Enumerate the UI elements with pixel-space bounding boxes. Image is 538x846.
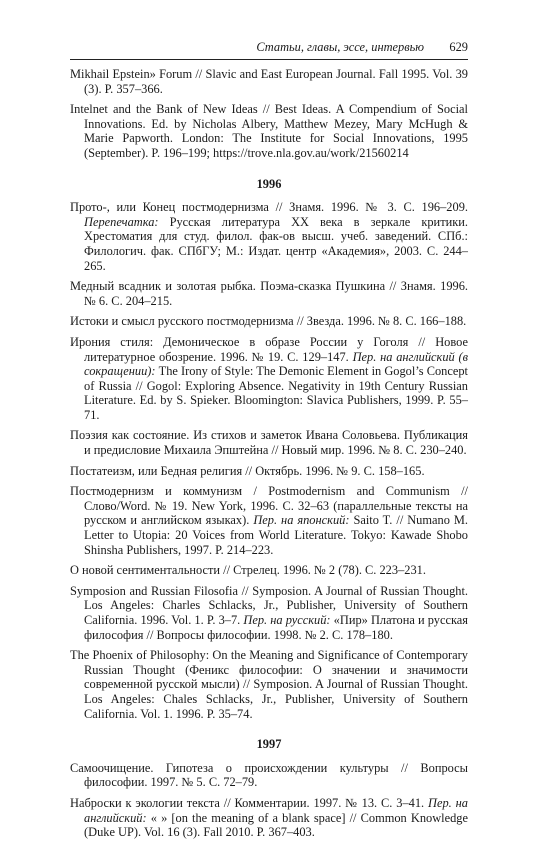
entry-text: Наброски к экологии текста // Комментарии. 1997. № 13. С. 3–41. bbox=[70, 795, 429, 810]
bibliography-entry bbox=[70, 67, 468, 96]
bibliography-entry bbox=[70, 796, 468, 840]
bibliography-entry bbox=[70, 464, 468, 479]
bibliography-entry bbox=[70, 279, 468, 308]
entry-text: Mikhail Epstein» Forum // Slavic and East European Journal. Fall 1995. Vol. 39 (3). P. 357–366. bbox=[70, 67, 468, 96]
entry-text: Поэзия как состояние. Из стихов и заметок Ивана Соловьева. Публикация и предисловие Михаила Эпштейна // Новый мир. 1996. № 8. С. 230–240. bbox=[70, 428, 468, 458]
entry-text: The Irony of Style: The Demonic Element in Gogol’s Concept of Russia // Gogol: Exploring Absence. Negativity in 19th Century Russian Literature. Ed. by S. Spieker. Bloomington: Slavica Publishers, 1999. P. 55–71. bbox=[84, 364, 468, 422]
bibliography-entry bbox=[70, 761, 468, 790]
entry-text: «Пир» Платона и русская философия // Вопросы философии. 1998. № 2. С. 178–180. bbox=[84, 613, 468, 642]
header-rule bbox=[70, 59, 468, 60]
entry-italic-text: Пер. на английский (в сокращении): bbox=[84, 349, 468, 379]
bibliography-entry bbox=[70, 314, 468, 329]
bibliography-entry bbox=[70, 648, 468, 721]
entry-italic-text: Пер. на японский: bbox=[253, 513, 350, 528]
entry-text: Постатеизм, или Бедная религия // Октябрь. 1996. № 9. С. 158–165. bbox=[70, 463, 425, 478]
page-number: 629 bbox=[449, 40, 468, 54]
entry-text: Истоки и смысл русского постмодернизма // Звезда. 1996. № 8. С. 166–188. bbox=[70, 314, 467, 329]
bibliography-entry bbox=[70, 584, 468, 642]
bibliography-list bbox=[70, 67, 468, 846]
bibliography-entry bbox=[70, 200, 468, 273]
entry-text: Ирония стиля: Демоническое в образе России у Гоголя // Новое литературное обозрение. 1996. № 19. С. 129–147. bbox=[70, 334, 468, 364]
entry-text: Медный всадник и золотая рыбка. Поэма-сказка Пушкина // Знамя. 1996. № 6. С. 204–215. bbox=[70, 279, 468, 308]
entry-text: « » [on the meaning of a blank space] // Common Knowledge (Duke UP). Vol. 16 (3). Fall 2010. P. 367–403. bbox=[84, 810, 468, 840]
entry-text: Symposion and Russian Filosofia // Symposion. A Journal of Russian Thought. Los Angeles: Charles Schlacks, Jr., Publisher, University of Southern California. 1996. Vol. 1. P. 3–7. bbox=[70, 583, 468, 627]
entry-text: Прото-, или Конец постмодернизма // Знамя. 1996. № 3. С. 196–209. bbox=[70, 200, 468, 215]
bibliography-entry bbox=[70, 428, 468, 457]
entry-text: Intelnet and the Bank of New Ideas // Best Ideas. A Compendium of Social Innovations. Ed. by Nicholas Albery, Matthew Mezey, Mary McHugh & Marie Papworth. London: The Institute for Social Innovations, 1995 (September). P. 196–199; https://trove.nla.gov.au/work/21560214 bbox=[70, 102, 468, 160]
bibliography-entry bbox=[70, 484, 468, 557]
entry-text: Постмодернизм и коммунизм / Postmodernism and Communism // Слово/Word. № 19. New York, 1996. С. 32–63 (параллельные тексты на русском и английском языках). bbox=[70, 484, 468, 528]
running-title: Статьи, главы, эссе, интервью bbox=[256, 40, 424, 54]
bibliography-entry bbox=[70, 563, 468, 578]
entry-italic-text: Перепечатка: bbox=[84, 214, 159, 229]
year-heading: 1996 bbox=[256, 176, 282, 191]
bibliography-entry bbox=[70, 102, 468, 160]
bibliography-entry bbox=[70, 335, 468, 423]
entry-italic-text: Пер. на английский: bbox=[84, 795, 468, 825]
entry-text: Saito T. // Numano M. Letter to Utopia: 20 Voices from World Literature. Tokyo: Kawade Shobo Shinsha Publishers, 1997. P. 214–223. bbox=[84, 513, 468, 557]
entry-text: The Phoenix of Philosophy: On the Meaning and Significance of Contemporary Russian Thought (Феникс философии: О значении и значимости современной русской мысли) // Symposion. A Journal of Russian Thought. Los Angeles: Chales Schlacks, Jr., Publisher, University of Southern California. Vol. 1. 1996. P. 35–74. bbox=[70, 648, 468, 721]
entry-text: Самоочищение. Гипотеза о происхождении культуры // Вопросы философии. 1997. № 5. С. 72–79. bbox=[70, 760, 468, 790]
entry-text: Русская литература XX века в зеркале критики. Хрестоматия для студ. филол. фак-ов высш. учеб. заведений. СПб.: Филологич. фак. СПбГУ; М.: Издат. центр «Академия», 2003. С. 244–265. bbox=[84, 214, 468, 273]
year-heading: 1997 bbox=[256, 737, 282, 752]
entry-text: О новой сентиментальности // Стрелец. 1996. № 2 (78). С. 223–231. bbox=[70, 563, 426, 578]
running-header bbox=[70, 40, 468, 56]
entry-italic-text: Пер. на русский: bbox=[243, 613, 331, 627]
